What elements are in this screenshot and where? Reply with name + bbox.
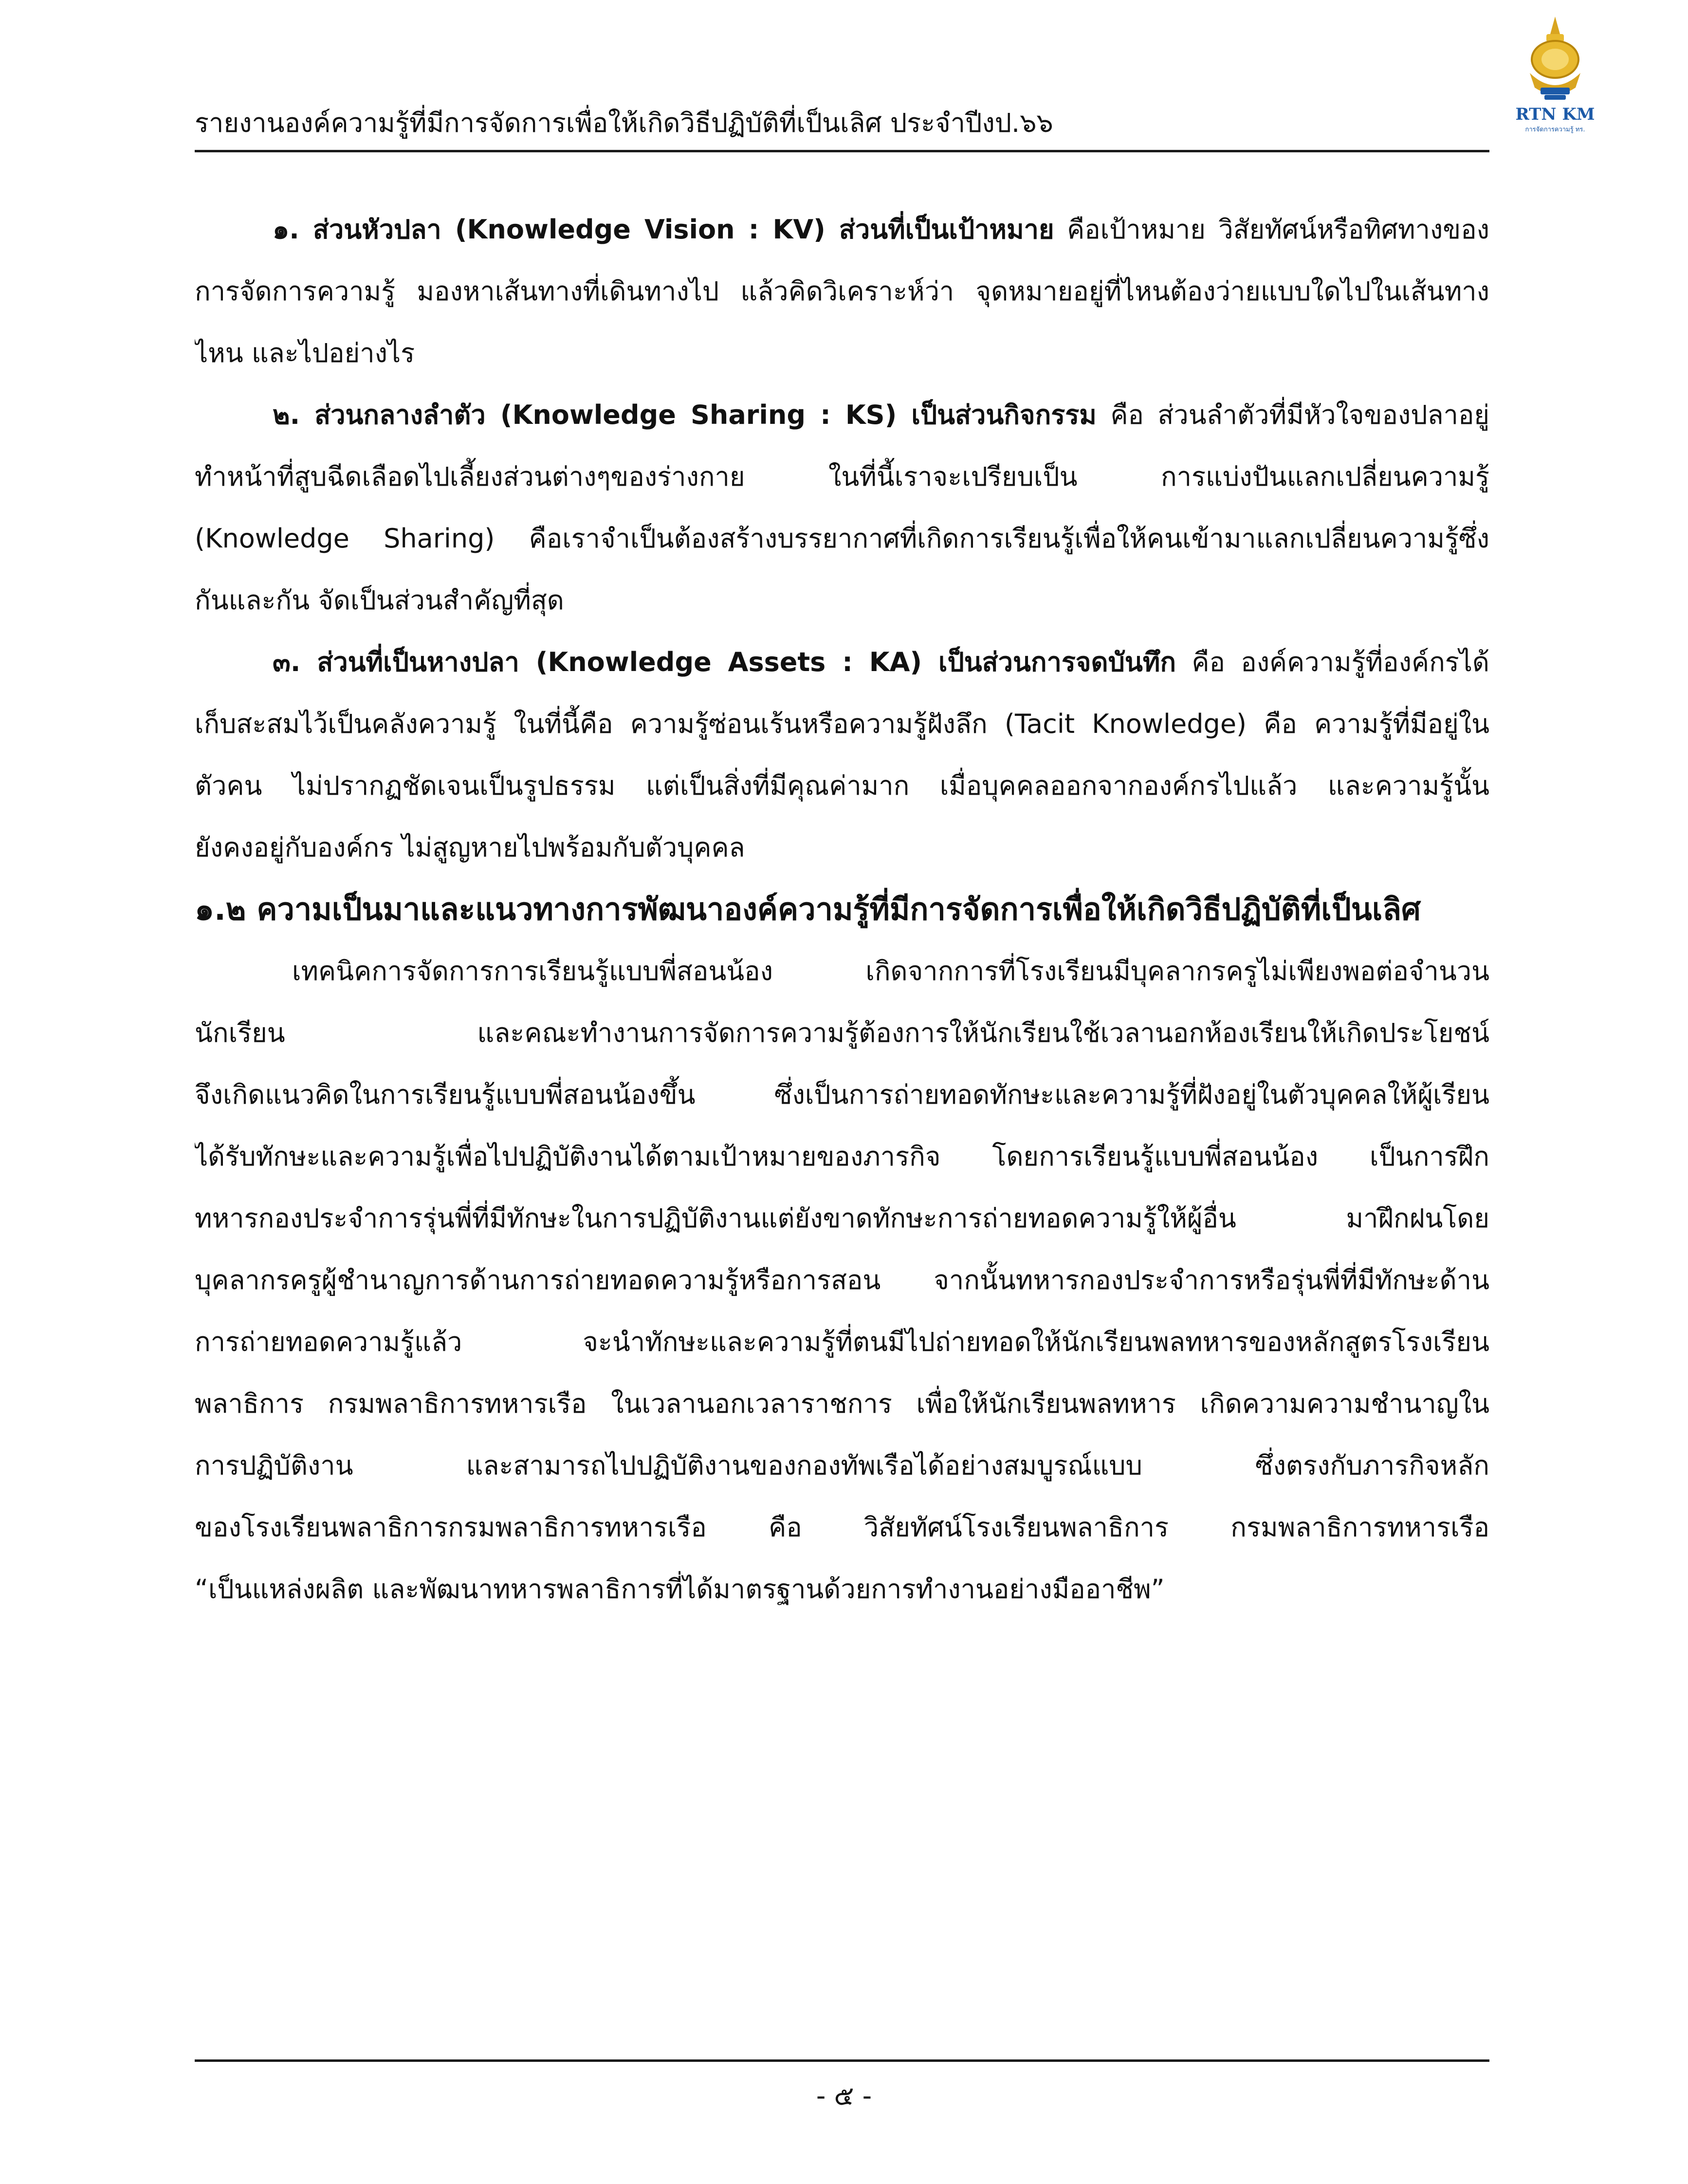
footer-divider xyxy=(195,2059,1489,2062)
paragraph-3-line-4: ยังคงอยู่กับองค์กร ไม่สูญหายไปพร้อมกับตัวบุคคล xyxy=(195,832,745,863)
paragraph-3-label: ๓. ส่วนที่เป็นหางปลา (Knowledge Assets : KA) เป็นส่วนการจดบันทึก xyxy=(273,647,1176,677)
paragraph-4-line-5: ทหารกองประจำการรุ่นพี่ที่มีทักษะในการปฏิบัติงานแต่ยังขาดทักษะการถ่ายทอดความรู้ให้ผู้อื่น มาฝึกฝนโดย xyxy=(195,1203,1489,1234)
crest-emblem-icon xyxy=(1511,15,1599,105)
logo-title: RTN KM xyxy=(1515,105,1595,124)
paragraph-2-text-1: คือ ส่วนลำตัวที่มีหัวใจของปลาอยู่ xyxy=(1110,400,1489,430)
paragraph-1-line-3: ไหน และไปอย่างไร xyxy=(195,338,415,368)
paragraph-3-line-1 xyxy=(195,631,1489,693)
paragraph-4-line-11: “เป็นแหล่งผลิต และพัฒนาทหารพลาธิการที่ได้มาตรฐานด้วยการทำงานอย่างมืออาชีพ” xyxy=(195,1574,1165,1604)
document-body xyxy=(195,199,1489,1620)
paragraph-4-line-1: เทคนิคการจัดการการเรียนรู้แบบพี่สอนน้อง เกิดจากการที่โรงเรียนมีบุคลากรครูไม่เพียงพอต่อจำนวน xyxy=(292,956,1489,986)
paragraph-3-line-2: เก็บสะสมไว้เป็นคลังความรู้ ในที่นี้คือ ความรู้ซ่อนเร้นหรือความรู้ฝังลึก (Tacit Knowledge) คือ ความรู้ที่มีอยู่ใน xyxy=(195,709,1489,739)
paragraph-1-text-1: คือเป้าหมาย วิสัยทัศน์หรือทิศทางของ xyxy=(1067,214,1489,245)
paragraph-4-line-3: จึงเกิดแนวคิดในการเรียนรู้แบบพี่สอนน้องขึ้น ซึ่งเป็นการถ่ายทอดทักษะและความรู้ที่ฝังอยู่ในตัวบุคคลให้ผู้เรียน xyxy=(195,1079,1489,1110)
paragraph-4-line-10: ของโรงเรียนพลาธิการกรมพลาธิการทหารเรือ คือ วิสัยทัศน์โรงเรียนพลาธิการ กรมพลาธิการทหารเรือ xyxy=(195,1512,1489,1543)
paragraph-1-line-1 xyxy=(195,199,1489,260)
paragraph-4-line-9: การปฏิบัติงาน และสามารถไปปฏิบัติงานของกองทัพเรือได้อย่างสมบูรณ์แบบ ซึ่งตรงกับภารกิจหลัก xyxy=(195,1450,1489,1481)
paragraph-4-line-4: ได้รับทักษะและความรู้เพื่อไปปฏิบัติงานได้ตามเป้าหมายของภารกิจ โดยการเรียนรู้แบบพี่สอนน้อง เป็นการฝึก xyxy=(195,1141,1489,1172)
paragraph-4-line-7: การถ่ายทอดความรู้แล้ว จะนำทักษะและความรู้ที่ตนมีไปถ่ายทอดให้นักเรียนพลทหารของหลักสูตรโรงเรียน xyxy=(195,1327,1489,1357)
paragraph-1-label: ๑. ส่วนหัวปลา (Knowledge Vision : KV) ส่วนที่เป็นเป้าหมาย xyxy=(273,214,1054,245)
paragraph-4-line-6: บุคลากรครูผู้ชำนาญการด้านการถ่ายทอดความรู้หรือการสอน จากนั้นทหารกองประจำการหรือรุ่นพี่ที่มีทักษะด้าน xyxy=(195,1265,1489,1295)
paragraph-3-line-3: ตัวคน ไม่ปรากฏชัดเจนเป็นรูปธรรม แต่เป็นสิ่งที่มีคุณค่ามาก เมื่อบุคคลออกจากองค์กรไปแล้ว และความรู้นั้น xyxy=(195,770,1489,801)
paragraph-1-line-2: การจัดการความรู้ มองหาเส้นทางที่เดินทางไป แล้วคิดวิเคราะห์ว่า จุดหมายอยู่ที่ไหนต้องว่ายแบบใดไปในเส้นทาง xyxy=(195,276,1489,307)
paragraph-2-line-3: (Knowledge Sharing) คือเราจำเป็นต้องสร้างบรรยากาศที่เกิดการเรียนรู้เพื่อให้คนเข้ามาแลกเปลี่ยนความรู้ซึ่ง xyxy=(195,523,1489,554)
paragraph-4-line-8: พลาธิการ กรมพลาธิการทหารเรือ ในเวลานอกเวลาราชการ เพื่อให้นักเรียนพลทหาร เกิดความความชำนาญใน xyxy=(195,1388,1489,1419)
report-header-title: รายงานองค์ความรู้ที่มีการจัดการเพื่อให้เกิดวิธีปฏิบัติที่เป็นเลิศ ประจำปีงป.๖๖ xyxy=(195,108,1053,138)
paragraph-3-text-1: คือ องค์ความรู้ที่องค์กรได้ xyxy=(1192,647,1489,677)
page-number: - ๕ - xyxy=(816,2080,872,2111)
paragraph-2-line-2: ทำหน้าที่สูบฉีดเลือดไปเลี้ยงส่วนต่างๆของร่างกาย ในที่นี้เราจะเปรียบเป็น การแบ่งปันแลกเปลี่ยนความรู้ xyxy=(195,461,1489,492)
section-heading: ๑.๒ ความเป็นมาและแนวทางการพัฒนาองค์ความรู้ที่มีการจัดการเพื่อให้เกิดวิธีปฏิบัติที่เป็นเลิศ xyxy=(195,892,1421,927)
header-divider xyxy=(195,150,1489,152)
paragraph-2-line-1 xyxy=(195,384,1489,446)
logo-subtitle: การจัดการความรู้ ทร. xyxy=(1525,126,1585,133)
paragraph-2-label: ๒. ส่วนกลางลำตัว (Knowledge Sharing : KS) เป็นส่วนกิจกรรม xyxy=(273,400,1097,430)
paragraph-2-line-4: กันและกัน จัดเป็นส่วนสำคัญที่สุด xyxy=(195,585,564,616)
paragraph-4-line-2: นักเรียน และคณะทำงานการจัดการความรู้ต้องการให้นักเรียนใช้เวลานอกห้องเรียนให้เกิดประโยชน์ xyxy=(195,1018,1489,1048)
rtn-km-logo xyxy=(1511,15,1599,146)
